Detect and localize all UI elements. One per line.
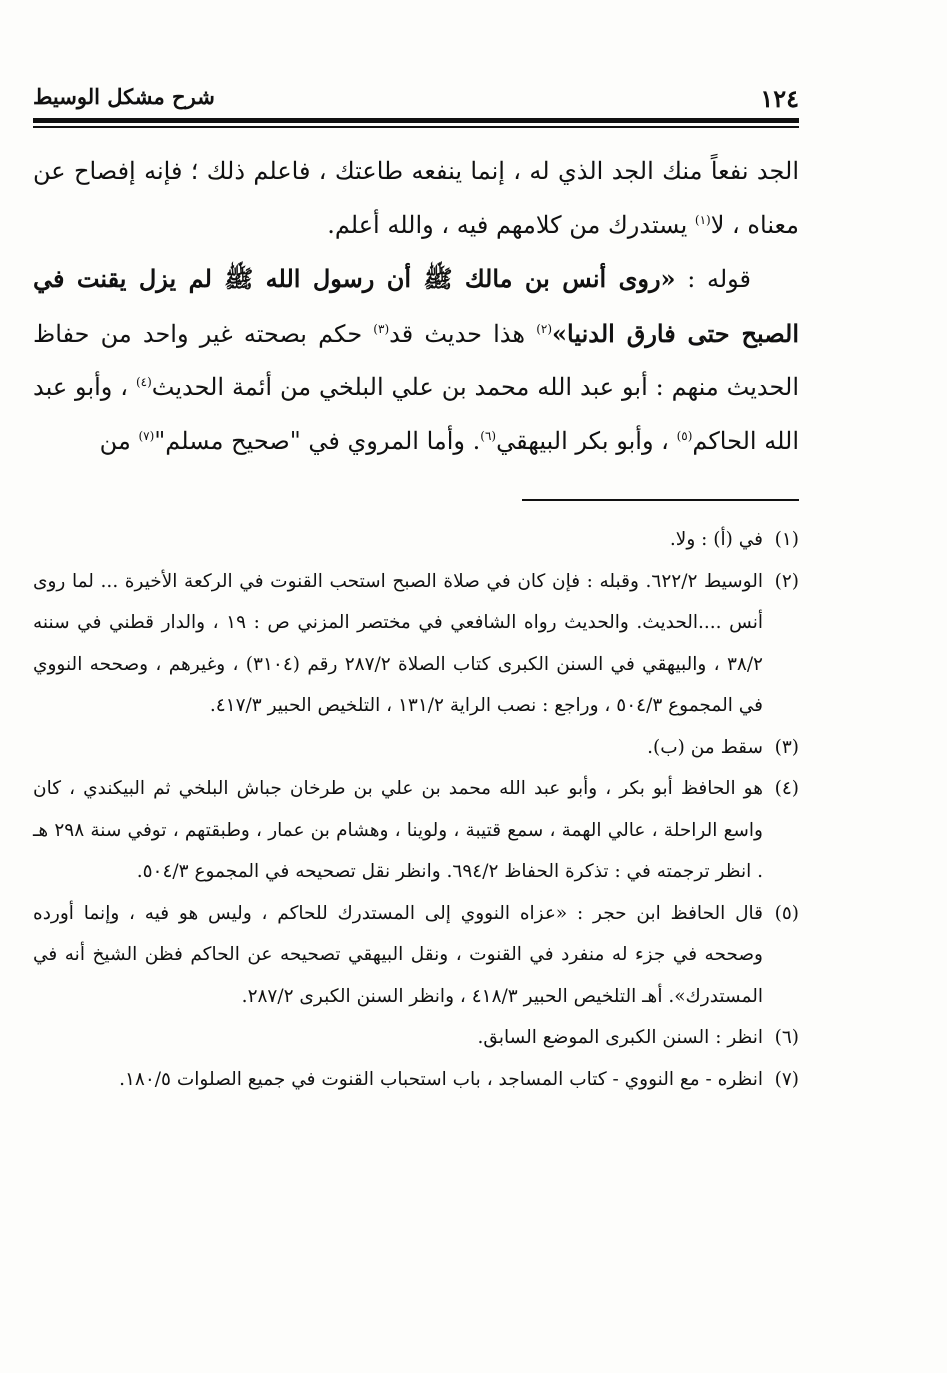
footnote-marker-6: (٦) [480, 428, 497, 443]
page-header [33, 84, 799, 114]
footnote-marker-1: (١) [694, 212, 711, 227]
footnote-number: (٤) [774, 778, 799, 799]
footnote-text: انظره - مع النووي - كتاب المساجد ، باب استحباب القنوت في جميع الصلوات ١٨٠/٥. [119, 1068, 763, 1090]
page-number: ١٢٤ [760, 84, 799, 113]
footnote-number: (٣) [774, 736, 799, 758]
paragraph-1 [33, 145, 799, 252]
footnote-6 [33, 1017, 799, 1059]
footnote-text: الوسيط ٦٢٢/٢. وقبله : فإن كان في صلاة الصبح استحب القنوت في الركعة الأخيرة ... لما روى أنس ....الحديث. والحديث رواه الشافعي في مختصر المزني ص : ١٩ ، والدار قطني في سننه ٣٨/٢ ، والبيهقي في السنن الكبرى كتاب الصلاة ٢٨٧/٢ رقم (٣١٠٤) ، وغيرهم ، وصححه النووي في المجموع ٥٠٤/٣ ، وراجع : نصب الراية ١٣١/٢ ، التلخيص الحبير ٤١٧/٣. [33, 570, 764, 716]
text-run: ، وأبو بكر البيهقي [496, 426, 677, 455]
footnote-text: سقط من (ب). [647, 736, 763, 758]
header-rule-thin [33, 126, 799, 128]
footnote-3 [33, 727, 799, 769]
footnote-number: (١) [774, 529, 799, 550]
footnote-number: (٦) [774, 1027, 799, 1048]
hadith-quote: «روى أنس بن مالك ﷺ أن رسول الله ﷺ لم يزل يقنت في الصبح حتى فارق الدنيا» [33, 264, 800, 348]
text-run: . وأما المروي في "صحيح مسلم" [154, 426, 481, 455]
footnote-marker-7: (٧) [138, 428, 155, 443]
text-run: حكم بصحته غير واحد من حفاظ الحديث منهم : أبو عبد الله محمد بن علي البلخي من أئمة الحديث [33, 319, 799, 401]
footnote-separator [522, 499, 799, 501]
footnote-marker-2: (٢) [536, 321, 553, 336]
footnote-number: (٥) [774, 902, 799, 924]
footnote-4 [33, 768, 799, 893]
text-run: من [99, 426, 139, 455]
footnote-number: (٧) [774, 1068, 799, 1090]
footnote-marker-4: (٤) [135, 375, 152, 389]
footnote-marker-5: (٥) [676, 428, 693, 443]
footnote-5 [33, 893, 799, 1018]
footnote-7 [33, 1059, 799, 1101]
text-run: ، وأبو عبد الله الحاكم [33, 373, 799, 455]
text-run: الجد نفعاً منك الجد الذي له ، إنما ينفعه طاعتك ، فاعلم ذلك ؛ فإنه إفصاح عن معناه ، لا [33, 157, 799, 239]
footnote-1 [33, 519, 799, 561]
footnote-number: (٢) [774, 570, 799, 592]
text-run: يستدرك من كلامهم فيه ، والله أعلم. [327, 210, 695, 239]
footnotes [33, 519, 799, 1100]
paragraph-2 [33, 252, 799, 468]
running-title: شرح مشكل الوسيط [33, 84, 215, 109]
footnote-text: قال الحافظ ابن حجر : «عزاه النووي إلى المستدرك للحاكم ، وليس هو فيه ، وإنما أورده وصححه في جزء له منفرد في القنوت ، ونقل البيهقي تصحيحه عن الحاكم فظن الشيخ أنه في المستدرك». أهـ التلخيص الحبير ٤١٨/٣ ، وانظر السنن الكبرى ٢٨٧/٢. [33, 902, 763, 1007]
footnote-2 [33, 561, 799, 727]
footnote-text: انظر : السنن الكبرى الموضع السابق. [477, 1027, 763, 1048]
footnote-marker-3: (٣) [373, 321, 390, 336]
text-run: قوله : [675, 265, 751, 293]
text-run: هذا حديث قد [389, 319, 537, 348]
footnote-text: في (أ) : ولا. [669, 529, 763, 550]
main-text [33, 145, 799, 468]
footnote-text: هو الحافظ أبو بكر ، وأبو عبد الله محمد بن علي بن طرخان جباش البلخي ثم البيكندي ، كان واسع الراحلة ، عالي الهمة ، سمع قتيبة ، ولوينا ، وهشام بن عمار ، وطبقتهم ، توفي سنة ٢٩٨ هـ . انظر ترجمته في : تذكرة الحفاظ ٦٩٤/٢. وانظر نقل تصحيحه في المجموع ٥٠٤/٣. [33, 778, 763, 882]
header-rule-thick [33, 118, 799, 123]
